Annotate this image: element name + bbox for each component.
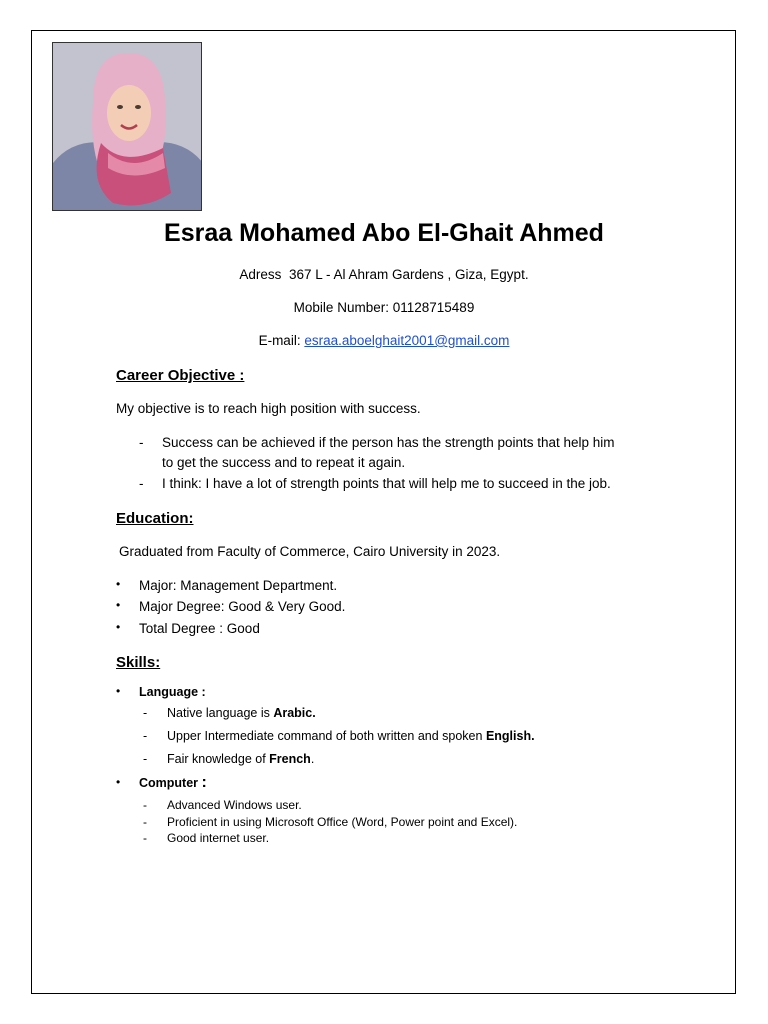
full-name: Esraa Mohamed Abo El-Ghait Ahmed — [164, 219, 604, 247]
bullet-marker: • — [116, 775, 121, 789]
dash-marker: - — [143, 729, 148, 743]
skills-heading: Skills: — [116, 654, 161, 671]
computer-item-2: Proficient in using Microsoft Office (Word, Power point and Excel). — [167, 815, 518, 829]
dash-marker: - — [143, 798, 147, 812]
education-item-1: Major: Management Department. — [139, 578, 338, 593]
language-item-2: Upper Intermediate command of both written and spoken English. — [167, 729, 535, 743]
education-heading: Education: — [116, 510, 194, 527]
career-objective-heading: Career Objective : — [116, 367, 245, 384]
address-label: Adress — [239, 267, 282, 282]
language-item-1: Native language is Arabic. — [167, 706, 316, 720]
email-line — [0, 332, 768, 350]
profile-photo — [52, 42, 202, 211]
computer-label: Computer : — [139, 774, 207, 791]
email-label: E-mail: — [258, 333, 301, 348]
mobile-line — [0, 299, 768, 317]
education-intro: Graduated from Faculty of Commerce, Cairo University in 2023. — [119, 544, 501, 559]
dash-marker: - — [143, 815, 147, 829]
language-item-3: Fair knowledge of French. — [167, 752, 315, 766]
bullet-marker: • — [116, 577, 121, 591]
career-point-1-line-2: to get the success and to repeat it again. — [162, 455, 406, 470]
email-link[interactable]: esraa.aboelghait2001@gmail.com — [304, 333, 510, 348]
mobile-value: 01128715489 — [392, 300, 475, 315]
computer-item-1: Advanced Windows user. — [167, 798, 302, 812]
address-line — [0, 266, 768, 284]
career-point-2: I think: I have a lot of strength points that will help me to succeed in the job. — [162, 476, 611, 491]
address-value: 367 L - Al Ahram Gardens , Giza, Egypt. — [288, 267, 529, 282]
education-item-2: Major Degree: Good & Very Good. — [139, 599, 346, 614]
career-point-1-line-1: Success can be achieved if the person has the strength points that help him — [162, 435, 615, 450]
career-intro: My objective is to reach high position with success. — [116, 401, 421, 416]
mobile-label: Mobile Number: — [293, 300, 389, 315]
computer-item-3: Good internet user. — [167, 831, 270, 845]
language-label: Language : — [139, 685, 206, 699]
bullet-marker: • — [116, 598, 121, 612]
dash-marker: - — [143, 831, 147, 845]
education-item-3: Total Degree : Good — [139, 621, 260, 636]
dash-marker: - — [143, 706, 148, 720]
dash-marker: - — [139, 435, 144, 450]
dash-marker: - — [143, 752, 148, 766]
dash-marker: - — [139, 476, 144, 491]
bullet-marker: • — [116, 684, 121, 698]
bullet-marker: • — [116, 620, 121, 634]
